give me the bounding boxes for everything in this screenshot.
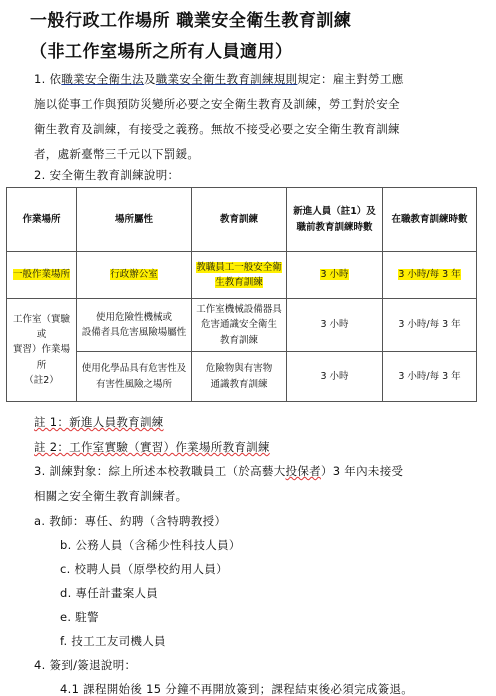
table-header-cell: 場所屬性 [77,188,192,252]
law-link-2: 職業安全衛生教育訓練規則 [155,72,298,86]
law-link-1: 職業安全衛生法 [61,72,144,86]
paragraph-1-line3: 衛生教育及訓練，有接受之義務。無故不接受必要之安全衛生教育訓練 [34,122,400,136]
table-header-cell: 教育訓練 [192,188,287,252]
paragraph-1-line1: 1. 依職業安全衛生法及職業安全衛生教育訓練規則規定：雇主對勞工應 [34,72,404,86]
table-cell: 教職員工一般安全衛 生教育訓練 [192,252,287,299]
note-1: 註 1：新進人員教育訓練 [34,415,164,429]
table-cell: 一般作業場所 [7,252,77,299]
paragraph-1-line4: 者，處新臺幣三千元以下罰鍰。 [34,147,200,161]
table-header-cell: 在職教育訓練時數 [383,188,477,252]
table-cell: 危險物與有害物 通識教育訓練 [192,352,287,402]
table-cell: 3 小時/每 3 年 [383,352,477,402]
table-cell: 工作室機械設備器具 危害通識安全衛生 教育訓練 [192,299,287,352]
table-cell: 3 小時/每 3 年 [383,299,477,352]
note-2: 註 2：工作室實驗（實習）作業場所教育訓練 [34,440,270,454]
list-item: f. 技工工友司機人員 [60,634,166,648]
table-cell: 3 小時/每 3 年 [383,252,477,299]
table-header-row [7,188,477,252]
list-item: d. 專任計畫案人員 [60,586,159,600]
table-row [7,352,477,402]
table-header-cell: 新進人員（註1）及 職前教育訓練時數 [287,188,383,252]
table-cell: 3 小時 [287,252,383,299]
paragraph-2-heading: 2. 安全衛生教育訓練說明： [34,168,180,182]
table-row [7,252,477,299]
table-cell: 行政辦公室 [77,252,192,299]
list-item: e. 駐警 [60,610,99,624]
table-header-cell: 作業場所 [7,188,77,252]
list-item: a. 教師：專任、約聘（含特聘教授） [34,514,227,528]
paragraph-1-line2: 施以從事工作與預防災變所必要之安全衛生教育及訓練，勞工對於安全 [34,97,400,111]
paragraph-3-line1: 3. 訓練對象：綜上所述本校教職員工（於高藝大投保者）3 年內未接受 [34,464,404,478]
table-cell: 使用化學品具有危害性及 有害性風險之場所 [77,352,192,402]
table-cell: 3 小時 [287,299,383,352]
paragraph-4-1: 4.1 課程開始後 15 分鐘不再開放簽到；課程結束後必須完成簽退。 [60,682,414,696]
paragraph-4-heading: 4. 簽到/簽退說明： [34,658,137,672]
training-table [6,187,477,402]
table-row [7,299,477,352]
table-cell: 工作室（實驗或 實習）作業場所 （註2） [7,299,77,402]
list-item: c. 校聘人員（原學校約用人員） [60,562,228,576]
doc-title-line2: （非工作室場所之所有人員適用） [30,42,293,62]
list-item: b. 公務人員（含稀少性科技人員） [60,538,241,552]
paragraph-3-line2: 相關之安全衛生教育訓練者。 [34,489,188,503]
table-cell: 3 小時 [287,352,383,402]
table-cell: 使用危險性機械或 設備者具危害風險場屬性 [77,299,192,352]
doc-title-line1: 一般行政工作場所 職業安全衛生教育訓練 [30,11,352,31]
